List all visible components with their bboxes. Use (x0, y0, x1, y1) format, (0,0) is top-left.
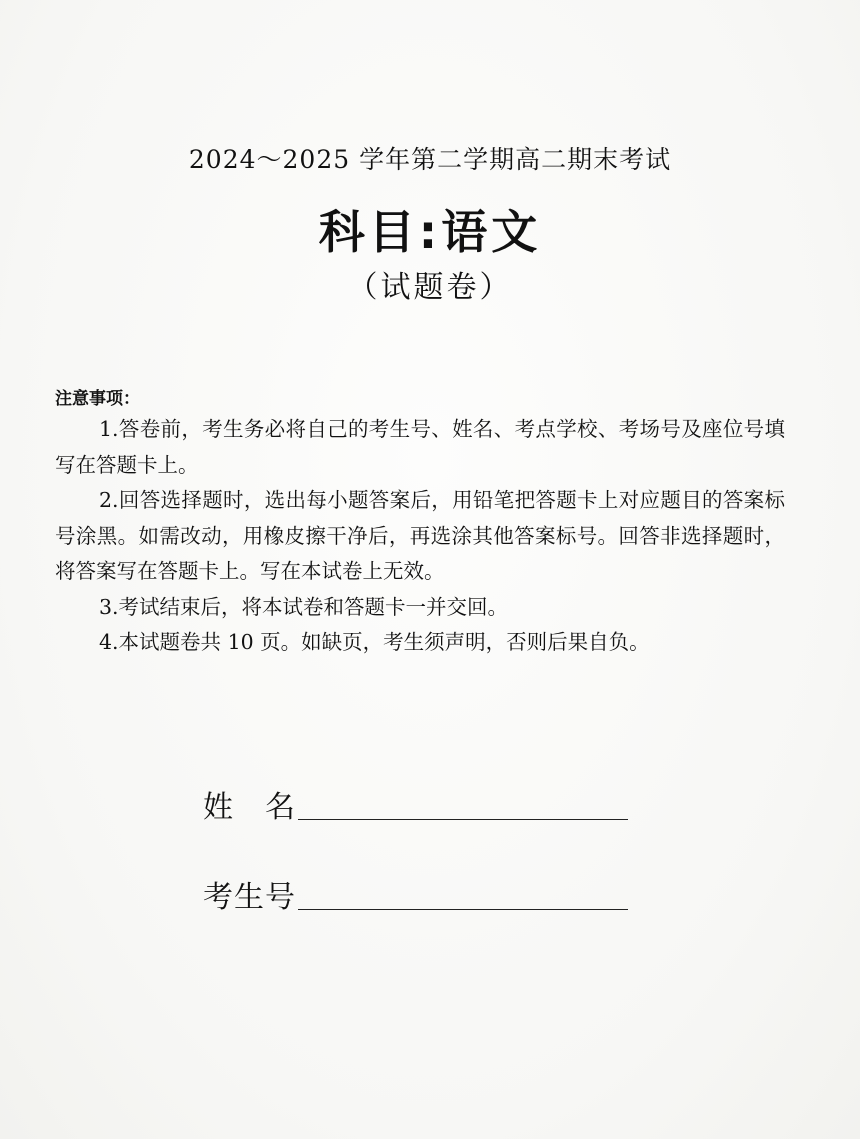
candidate-id-field-label: 考生号 (203, 880, 296, 915)
subject-title: 科目:语文 (318, 205, 542, 259)
notice-item-2: 2.回答选择题时，选出每小题答案后，用铅笔把答题卡上对应题目的答案标号涂黑。如需改动，用橡皮擦干净后，再选涂其他答案标号。回答非选择题时，将答案写在答题卡上。写在本试卷上无效。 (55, 488, 785, 583)
candidate-id-field (203, 872, 628, 916)
name-field-label: 姓 名 (203, 790, 296, 825)
name-field (203, 782, 628, 826)
exam-title: 2024～2025 学年第二学期高二期末考试 (188, 145, 672, 174)
notice-item-3: 3.考试结束后，将本试卷和答题卡一并交回。 (99, 594, 509, 619)
notice-list (55, 412, 785, 661)
notice-item-4: 4.本试题卷共 10 页。如缺页，考生须声明，否则后果自负。 (99, 630, 650, 654)
name-field-blank[interactable] (298, 789, 628, 820)
notice-item-1: 1.答卷前，考生务必将自己的考生号、姓名、考点学校、考场号及座位号填写在答题卡上。 (55, 417, 785, 477)
paper-type-label: （试题卷） (347, 270, 513, 305)
candidate-id-field-blank[interactable] (298, 879, 628, 910)
notice-heading: 注意事项： (55, 389, 140, 409)
